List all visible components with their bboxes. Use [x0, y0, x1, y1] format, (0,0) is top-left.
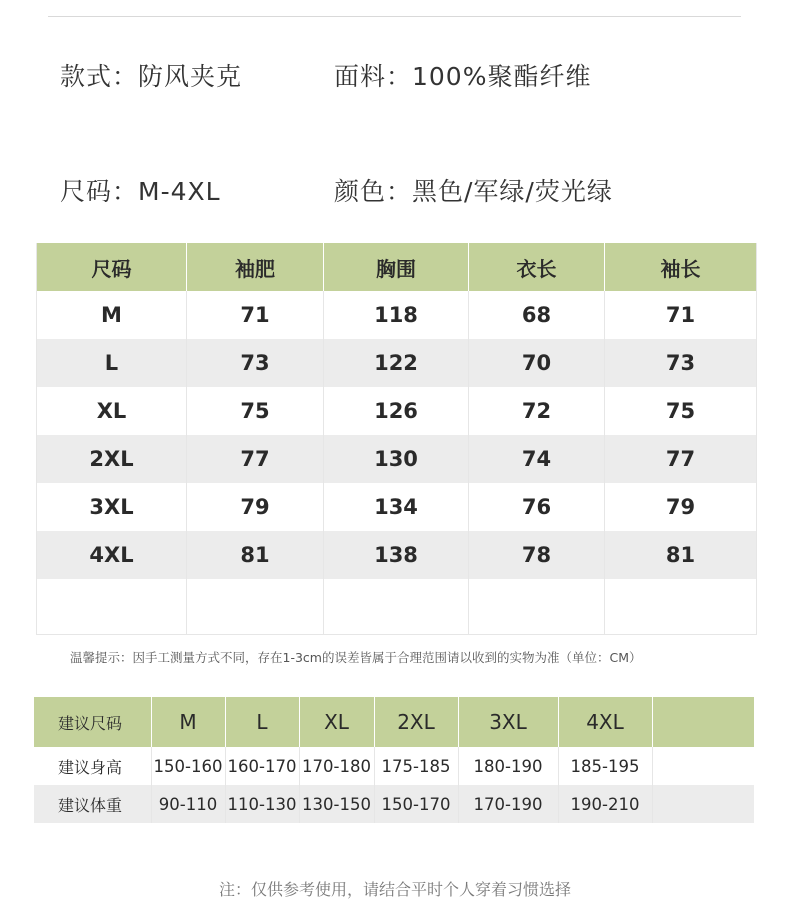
info-style: 款式：防风夹克 — [60, 62, 243, 91]
header-chest: 胸围 — [324, 243, 469, 291]
row-label-weight: 建议体重 — [34, 785, 151, 823]
table-row — [37, 387, 757, 435]
header-empty — [652, 697, 754, 747]
header-size-4xl: 4XL — [558, 697, 652, 747]
cell-size: L — [37, 339, 187, 387]
cell-empty — [37, 579, 187, 635]
cell-height: 175-185 — [374, 747, 458, 785]
reference-note: 注：仅供参考使用，请结合平时个人穿着习惯选择 — [218, 880, 571, 899]
cell-height: 150-160 — [151, 747, 225, 785]
size-chart-table — [36, 243, 757, 635]
header-sleeve-width: 袖肥 — [187, 243, 324, 291]
cell-sleeve-width: 71 — [187, 291, 324, 339]
header-size: 尺码 — [37, 243, 187, 291]
cell-sleeve-width: 75 — [187, 387, 324, 435]
cell-weight: 170-190 — [458, 785, 558, 823]
recommendation-table — [34, 697, 754, 823]
cell-size: M — [37, 291, 187, 339]
cell-sleeve-length: 73 — [605, 339, 757, 387]
cell-length: 74 — [469, 435, 605, 483]
cell-sleeve-width: 81 — [187, 531, 324, 579]
cell-empty — [605, 579, 757, 635]
cell-empty — [324, 579, 469, 635]
cell-size: 2XL — [37, 435, 187, 483]
row-label-height: 建议身高 — [34, 747, 151, 785]
header-size-3xl: 3XL — [458, 697, 558, 747]
table-row — [37, 435, 757, 483]
cell-size: XL — [37, 387, 187, 435]
measurement-tip: 温馨提示：因手工测量方式不同，存在1-3cm的误差皆属于合理范围请以收到的实物为准（单位：CM） — [70, 650, 642, 665]
cell-chest: 118 — [324, 291, 469, 339]
cell-height: 170-180 — [299, 747, 374, 785]
table-row — [37, 291, 757, 339]
cell-length: 70 — [469, 339, 605, 387]
table-row — [37, 531, 757, 579]
cell-sleeve-width: 73 — [187, 339, 324, 387]
header-size-xl: XL — [299, 697, 374, 747]
cell-height: 185-195 — [558, 747, 652, 785]
cell-chest: 122 — [324, 339, 469, 387]
cell-sleeve-width: 79 — [187, 483, 324, 531]
cell-length: 68 — [469, 291, 605, 339]
cell-weight: 110-130 — [225, 785, 299, 823]
cell-weight: 190-210 — [558, 785, 652, 823]
cell-empty — [187, 579, 324, 635]
header-size-2xl: 2XL — [374, 697, 458, 747]
cell-empty — [652, 747, 754, 785]
cell-weight: 150-170 — [374, 785, 458, 823]
cell-length: 78 — [469, 531, 605, 579]
cell-chest: 130 — [324, 435, 469, 483]
cell-length: 76 — [469, 483, 605, 531]
cell-empty — [469, 579, 605, 635]
cell-sleeve-length: 77 — [605, 435, 757, 483]
cell-sleeve-length: 71 — [605, 291, 757, 339]
info-fabric: 面料：100%聚酯纤维 — [334, 62, 592, 91]
info-sizes: 尺码：M-4XL — [60, 177, 221, 206]
cell-sleeve-length: 81 — [605, 531, 757, 579]
header-length: 衣长 — [469, 243, 605, 291]
cell-weight: 130-150 — [299, 785, 374, 823]
header-size-l: L — [225, 697, 299, 747]
cell-weight: 90-110 — [151, 785, 225, 823]
table-row-empty — [37, 579, 757, 635]
cell-chest: 138 — [324, 531, 469, 579]
size-chart-header-row — [37, 243, 757, 291]
header-sleeve-length: 袖长 — [605, 243, 757, 291]
recommendation-header-row — [34, 697, 754, 747]
cell-length: 72 — [469, 387, 605, 435]
cell-sleeve-length: 75 — [605, 387, 757, 435]
cell-empty — [652, 785, 754, 823]
table-row — [37, 483, 757, 531]
cell-size: 3XL — [37, 483, 187, 531]
cell-height: 180-190 — [458, 747, 558, 785]
cell-height: 160-170 — [225, 747, 299, 785]
cell-chest: 126 — [324, 387, 469, 435]
table-row — [37, 339, 757, 387]
top-divider — [48, 16, 741, 17]
info-colors: 颜色：黑色/军绿/荧光绿 — [334, 177, 613, 206]
header-recommended-size: 建议尺码 — [34, 697, 151, 747]
header-size-m: M — [151, 697, 225, 747]
table-row — [34, 747, 754, 785]
cell-chest: 134 — [324, 483, 469, 531]
cell-sleeve-length: 79 — [605, 483, 757, 531]
cell-size: 4XL — [37, 531, 187, 579]
table-row — [34, 785, 754, 823]
cell-sleeve-width: 77 — [187, 435, 324, 483]
